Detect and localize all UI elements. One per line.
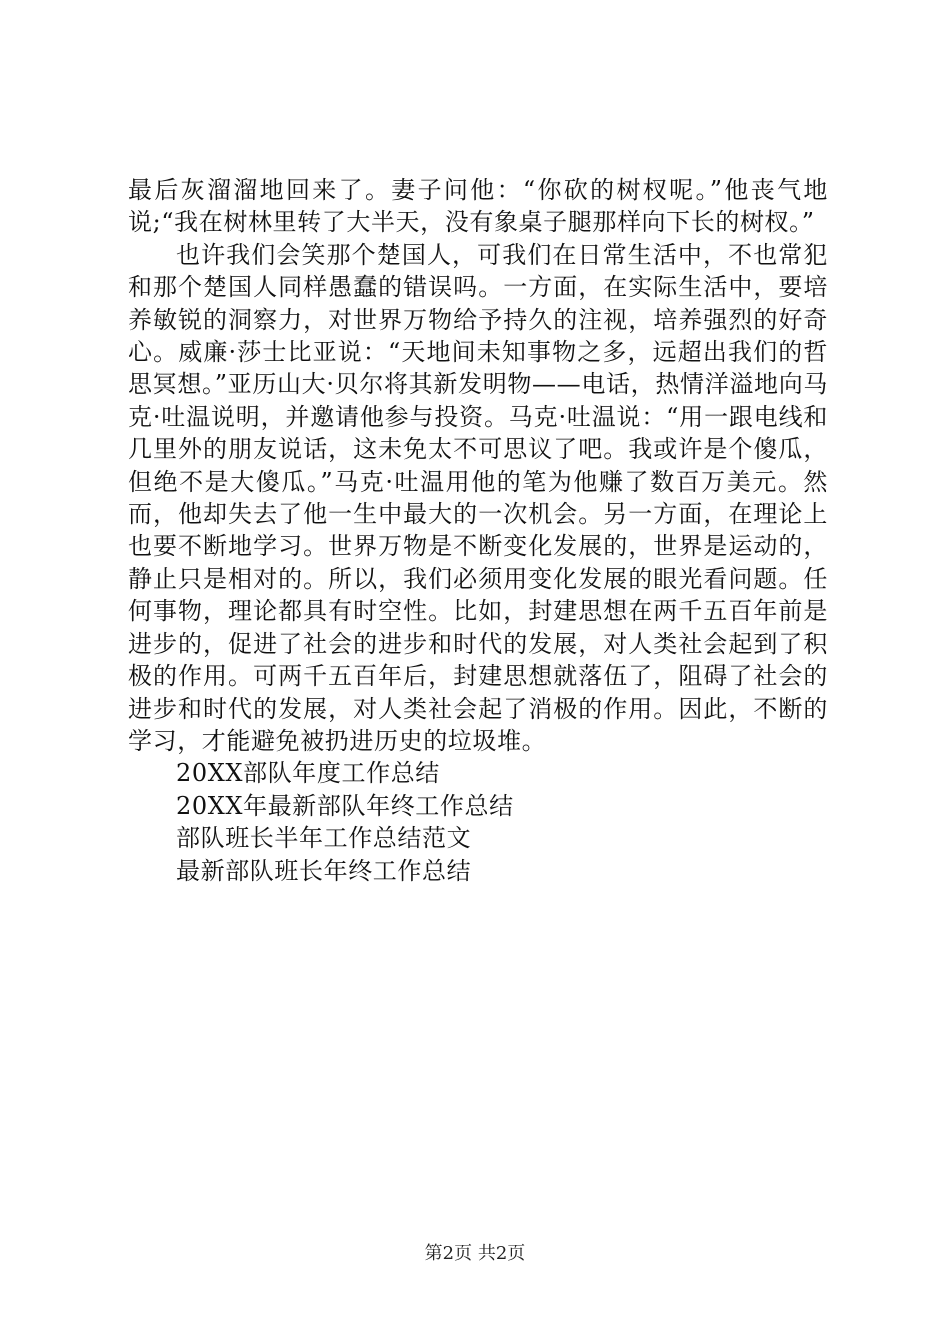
related-link[interactable]: 部队班长半年工作总结范文 <box>176 824 472 853</box>
paragraph-story-ending: 最后灰溜溜地回来了。妻子问他：“你砍的树杈呢。”他丧气地说;“我在树林里转了大半天，没有象桌子腿那样向下长的树杈。” <box>128 176 828 237</box>
related-links-list <box>128 757 828 887</box>
related-link[interactable]: 最新部队班长年终工作总结 <box>176 856 472 885</box>
paragraph-argument: 也许我们会笑那个楚国人，可我们在日常生活中，不也常犯和那个楚国人同样愚蠢的错误吗。一方面，在实际生活中，要培养敏锐的洞察力，对世界万物给予持久的注视，培养强烈的好奇心。威廉·莎士比亚说：“天地间未知事物之多，远超出我们的哲思冥想。”亚历山大·贝尔将其新发明物——电话，热情洋溢地向马克·吐温说明，并邀请他参与投资。马克·吐温说：“用一跟电线和几里外的朋友说话，这未免太不可思议了吧。我或许是个傻瓜，但绝不是大傻瓜。”马克·吐温用他的笔为他赚了数百万美元。然而，他却失去了他一生中最大的一次机会。另一方面，在理论上也要不断地学习。世界万物是不断变化发展的，世界是运动的，静止只是相对的。所以，我们必须用变化发展的眼光看问题。任何事物，理论都具有时空性。比如，封建思想在两千五百年前是进步的，促进了社会的进步和时代的发展，对人类社会起到了积极的作用。可两千五百年后，封建思想就落伍了，阻碍了社会的进步和时代的发展，对人类社会起了消极的作用。因此，不断的学习，才能避免被扔进历史的垃圾堆。 <box>128 240 828 755</box>
document-body <box>128 174 828 887</box>
page-number-footer: 第2页 共2页 <box>424 1243 526 1264</box>
related-link[interactable]: 20XX年最新部队年终工作总结 <box>176 791 514 820</box>
related-link[interactable]: 20XX部队年度工作总结 <box>176 759 440 788</box>
